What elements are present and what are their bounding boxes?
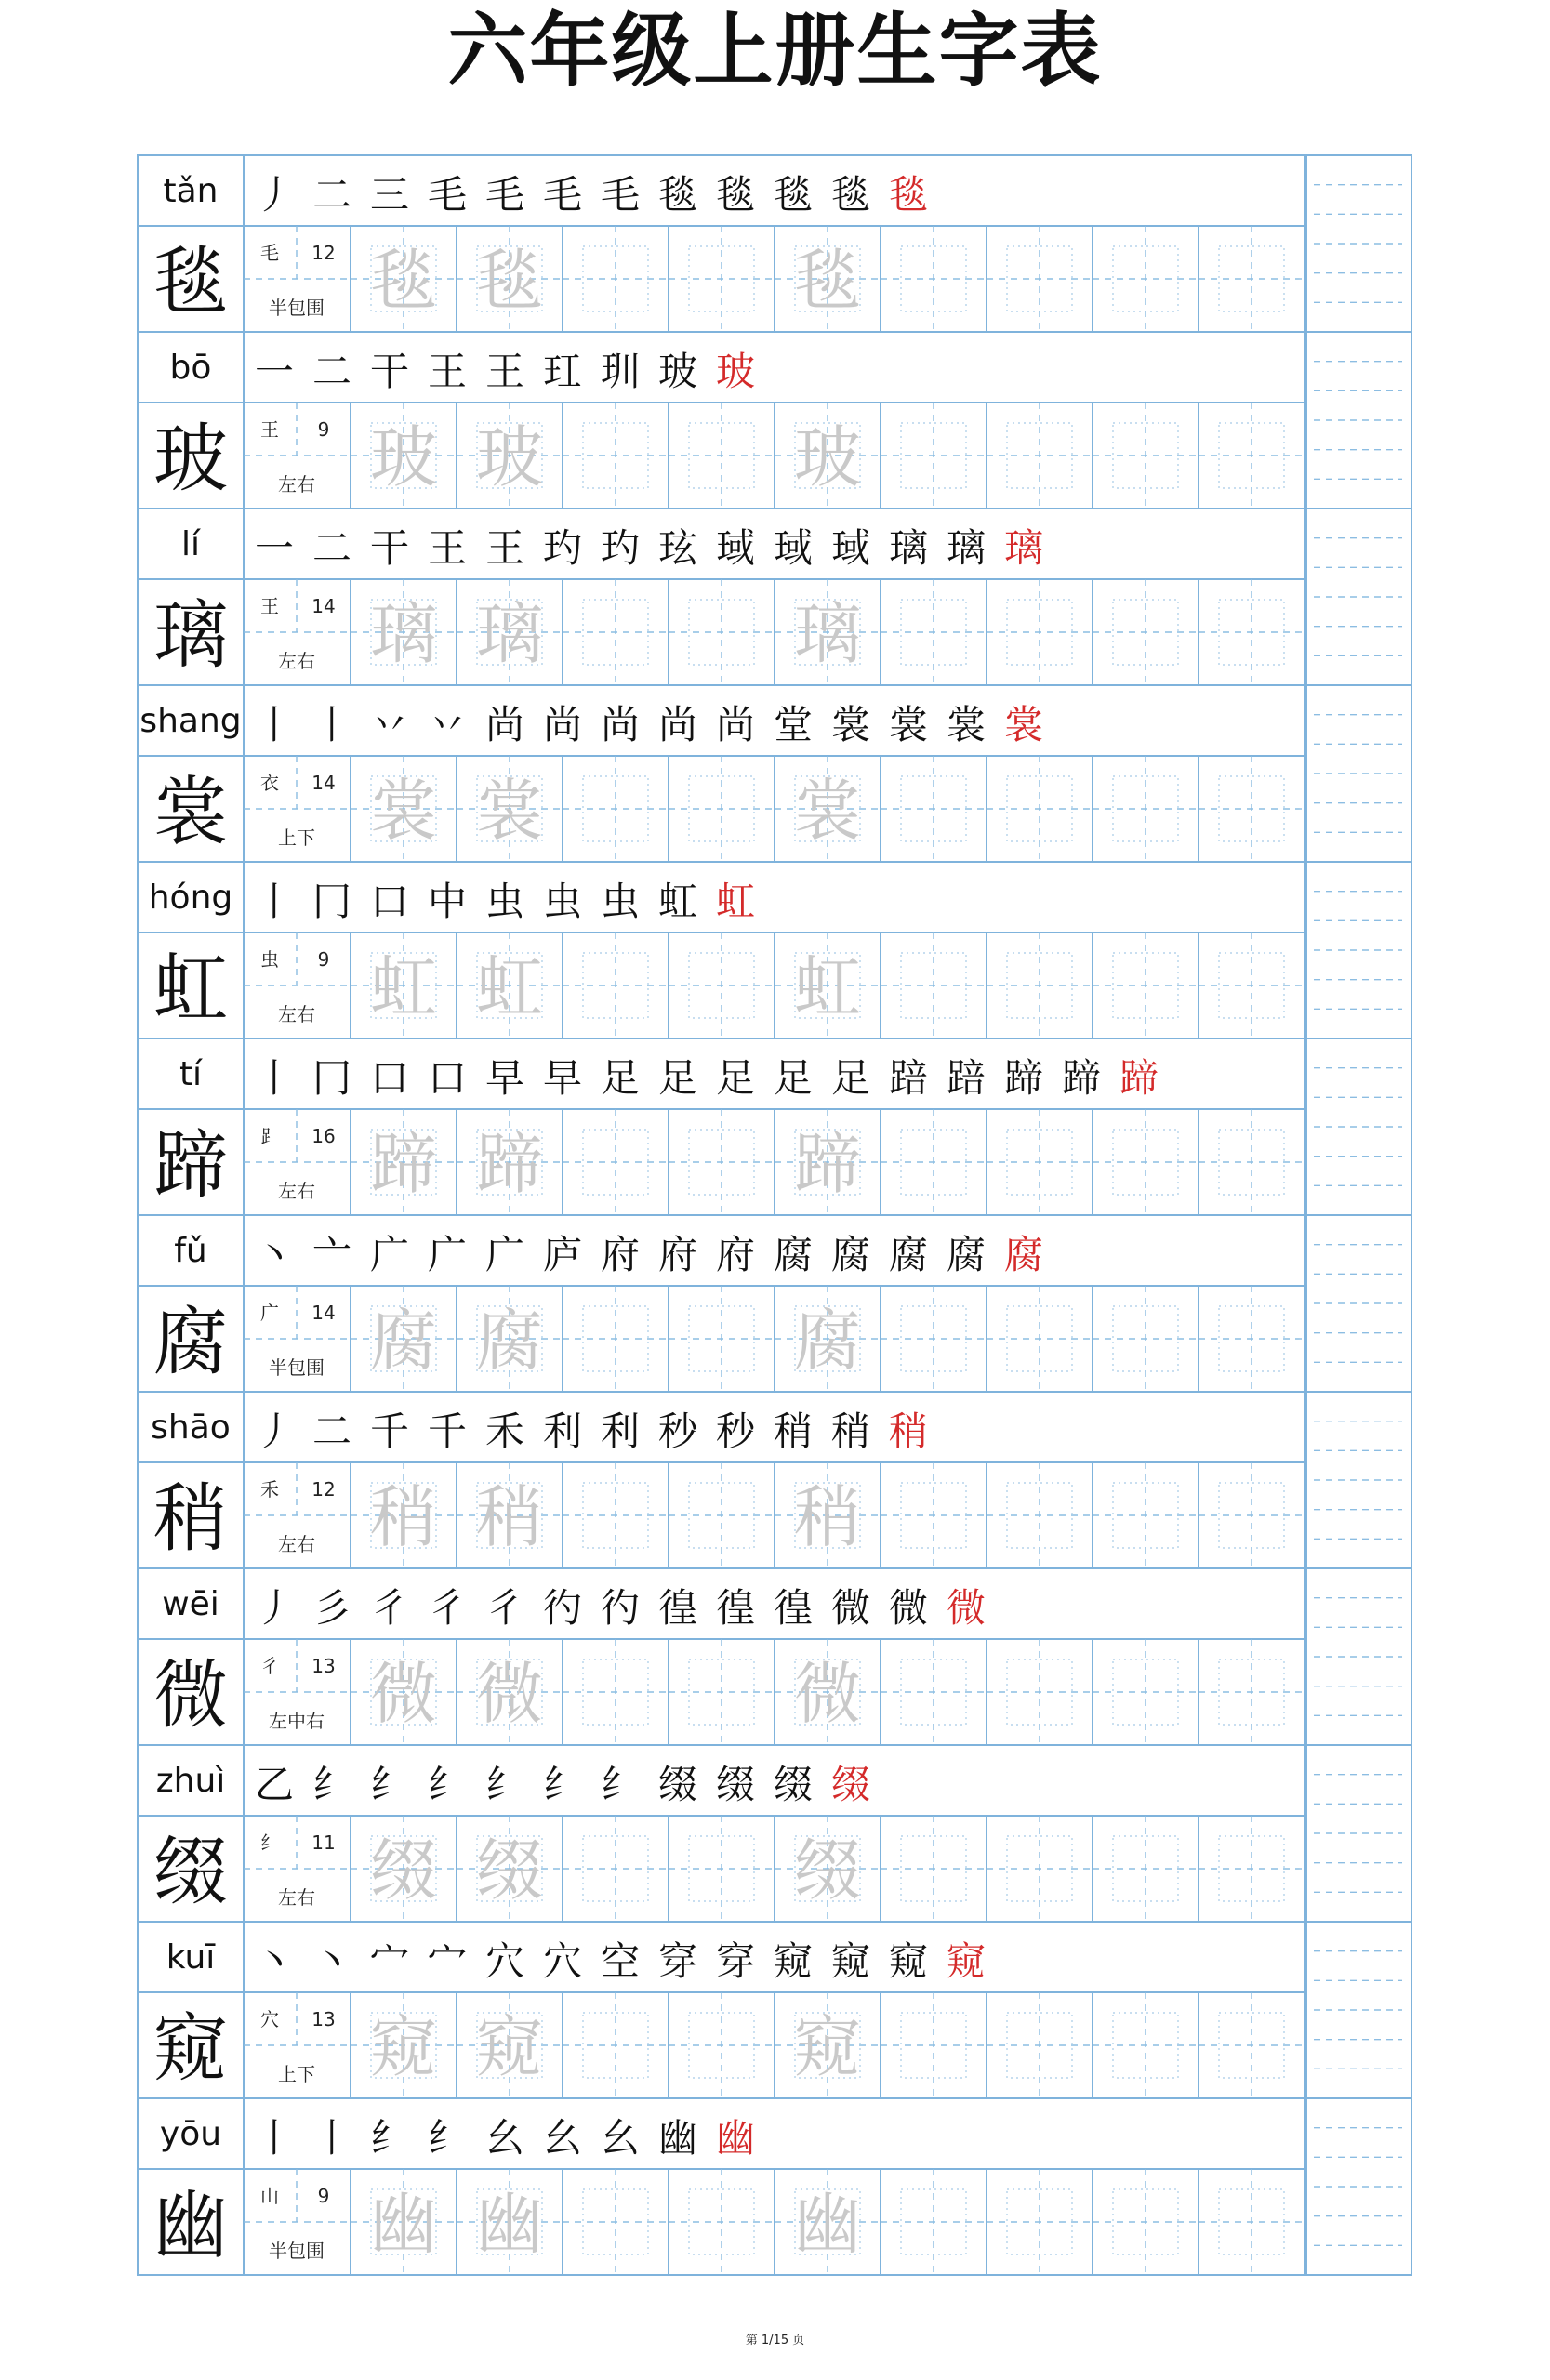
stroke-step: 丨 — [254, 2115, 295, 2161]
trace-character: 腐 — [793, 1302, 862, 1380]
stroke-step: 口 — [427, 1055, 468, 1101]
trace-character: 璃 — [475, 595, 544, 673]
stroke-step: 彴 — [600, 1585, 641, 1631]
stroke-step: 广 — [369, 1232, 410, 1277]
stroke-step: 丿 — [254, 172, 295, 218]
pinyin-label: hóng — [148, 879, 233, 917]
model-character: 璃 — [153, 592, 228, 679]
stroke-step: 尚 — [484, 702, 525, 747]
stroke-step: 纟 — [484, 1762, 525, 1807]
stroke-step: 丨 — [254, 1055, 295, 1101]
stroke-step: 王 — [427, 525, 468, 571]
stroke-step: 足 — [773, 1055, 814, 1101]
trace-character: 蹄 — [793, 1125, 862, 1203]
stroke-step: 府 — [600, 1232, 641, 1277]
radical: 广 — [260, 1302, 279, 1324]
trace-character: 缀 — [475, 1831, 544, 1910]
trace-character: 毯 — [369, 242, 438, 320]
pinyin-label: yōu — [159, 2115, 222, 2153]
stroke-step: 玒 — [542, 349, 583, 394]
stroke-step: 幺 — [600, 2115, 641, 2161]
stroke-step: 纟 — [427, 1762, 468, 1807]
stroke-step: 腐 — [946, 1232, 987, 1277]
stroke-step: 宀 — [369, 1938, 410, 1984]
stroke-step: 纟 — [369, 1762, 410, 1807]
margin-column — [1306, 685, 1411, 862]
trace-character: 璃 — [369, 595, 438, 673]
stroke-step: 蹄 — [1003, 1055, 1044, 1101]
trace-character: 玻 — [793, 418, 862, 496]
structure: 左中右 — [269, 1710, 325, 1732]
margin-column — [1306, 509, 1411, 685]
stroke-step: 踣 — [946, 1055, 987, 1101]
stroke-step: 彳 — [484, 1585, 525, 1631]
structure: 左右 — [278, 1003, 315, 1025]
stroke-step: 琙 — [773, 525, 814, 571]
stroke-step: 纟 — [369, 2115, 410, 2161]
stroke-step: 玓 — [600, 525, 641, 571]
stroke-step: 虫 — [600, 879, 641, 924]
model-character: 蹄 — [153, 1122, 228, 1209]
stroke-step: 裳 — [888, 702, 929, 747]
radical: 禾 — [260, 1478, 279, 1501]
stroke-step: 王 — [484, 349, 525, 394]
stroke-step: 丨 — [311, 702, 352, 747]
stroke-step: 璃 — [1003, 525, 1044, 571]
stroke-step: 秒 — [715, 1408, 756, 1454]
stroke-step: 琙 — [830, 525, 871, 571]
trace-character: 窥 — [793, 2008, 862, 2086]
stroke-step: 秒 — [657, 1408, 698, 1454]
stroke-step: 丶 — [254, 1232, 295, 1277]
stroke-step: 微 — [830, 1585, 871, 1631]
trace-character: 幽 — [793, 2185, 862, 2263]
stroke-step: 中 — [427, 879, 468, 924]
stroke-step: 毯 — [715, 172, 756, 218]
stroke-step: 虫 — [542, 879, 583, 924]
stroke-step: 丨 — [311, 2115, 352, 2161]
structure: 上下 — [278, 2063, 315, 2085]
trace-character: 缀 — [793, 1831, 862, 1910]
pinyin-label: tí — [179, 1055, 203, 1093]
model-character: 窥 — [153, 2005, 228, 2092]
stroke-step: 幺 — [542, 2115, 583, 2161]
margin-column — [1306, 2098, 1411, 2275]
stroke-step: 口 — [369, 879, 410, 924]
stroke-step: 稍 — [830, 1408, 871, 1454]
stroke-step: 广 — [484, 1232, 525, 1277]
page-title: 六年级上册生字表 — [447, 5, 1103, 98]
stroke-step: 缀 — [773, 1762, 814, 1807]
stroke-step: 足 — [830, 1055, 871, 1101]
structure: 半包围 — [269, 1356, 325, 1379]
stroke-count: 9 — [317, 418, 330, 441]
stroke-step: 一 — [254, 349, 295, 394]
stroke-step: 足 — [600, 1055, 641, 1101]
stroke-step: 虫 — [484, 879, 525, 924]
pinyin-label: kuī — [166, 1938, 216, 1977]
stroke-step: 王 — [484, 525, 525, 571]
stroke-step: 缀 — [657, 1762, 698, 1807]
stroke-step: 璃 — [946, 525, 987, 571]
stroke-step: 冂 — [311, 879, 352, 924]
trace-character: 裳 — [369, 772, 438, 850]
trace-character: 稍 — [475, 1478, 544, 1556]
pinyin-label: shāo — [151, 1408, 231, 1447]
trace-character: 腐 — [369, 1302, 438, 1380]
stroke-step: 腐 — [830, 1232, 871, 1277]
stroke-step: 丿 — [254, 1585, 295, 1631]
stroke-count: 12 — [311, 242, 336, 264]
model-character: 毯 — [153, 239, 228, 325]
stroke-step: 宀 — [427, 1938, 468, 1984]
stroke-step: 丶 — [311, 1938, 352, 1984]
stroke-step: 窥 — [830, 1938, 871, 1984]
model-character: 虹 — [153, 945, 228, 1032]
model-character: 微 — [153, 1652, 228, 1739]
model-character: 玻 — [153, 416, 228, 502]
stroke-step: 乙 — [254, 1762, 295, 1807]
stroke-step: 丨 — [254, 879, 295, 924]
trace-character: 蹄 — [369, 1125, 438, 1203]
stroke-step: 毛 — [600, 172, 641, 218]
stroke-step: 稍 — [773, 1408, 814, 1454]
stroke-step: 裳 — [946, 702, 987, 747]
stroke-step: 毯 — [888, 172, 929, 218]
stroke-step: 腐 — [888, 1232, 929, 1277]
trace-character: 微 — [793, 1655, 862, 1733]
stroke-step: 广 — [427, 1232, 468, 1277]
stroke-step: 微 — [946, 1585, 987, 1631]
stroke-step: 穿 — [715, 1938, 756, 1984]
stroke-step: 口 — [369, 1055, 410, 1101]
radical: 穴 — [260, 2008, 279, 2030]
pinyin-label: shang — [139, 702, 242, 740]
stroke-step: 毛 — [484, 172, 525, 218]
margin-column — [1306, 1568, 1411, 1745]
stroke-step: 二 — [311, 525, 352, 571]
trace-character: 腐 — [475, 1302, 544, 1380]
stroke-step: 丷 — [369, 702, 410, 747]
trace-character: 微 — [369, 1655, 438, 1733]
stroke-step: 虹 — [657, 879, 698, 924]
trace-character: 虹 — [369, 948, 438, 1026]
stroke-count: 14 — [311, 1302, 336, 1324]
radical: 衣 — [260, 772, 279, 794]
model-character: 裳 — [153, 769, 228, 855]
stroke-step: 足 — [715, 1055, 756, 1101]
pinyin-label: zhuì — [155, 1762, 226, 1800]
stroke-step: 裳 — [1003, 702, 1044, 747]
trace-character: 窥 — [475, 2008, 544, 2086]
trace-character: 缀 — [369, 1831, 438, 1910]
stroke-step: 纟 — [542, 1762, 583, 1807]
stroke-step: 穿 — [657, 1938, 698, 1984]
stroke-step: 尚 — [600, 702, 641, 747]
stroke-step: 玹 — [657, 525, 698, 571]
trace-character: 裳 — [475, 772, 544, 850]
stroke-step: 穴 — [484, 1938, 525, 1984]
stroke-step: 空 — [600, 1938, 641, 1984]
stroke-step: 徨 — [715, 1585, 756, 1631]
radical: 虫 — [260, 948, 279, 971]
trace-character: 微 — [475, 1655, 544, 1733]
trace-character: 幽 — [369, 2185, 438, 2263]
trace-character: 毯 — [475, 242, 544, 320]
stroke-step: 玔 — [600, 349, 641, 394]
stroke-count: 13 — [311, 2008, 336, 2030]
stroke-step: 缀 — [715, 1762, 756, 1807]
stroke-step: 窥 — [946, 1938, 987, 1984]
trace-character: 虹 — [793, 948, 862, 1026]
stroke-step: 亠 — [311, 1232, 352, 1277]
trace-character: 玻 — [475, 418, 544, 496]
trace-character: 毯 — [793, 242, 862, 320]
trace-character: 幽 — [475, 2185, 544, 2263]
stroke-step: 踣 — [888, 1055, 929, 1101]
stroke-step: 彳 — [369, 1585, 410, 1631]
model-character: 幽 — [153, 2182, 228, 2268]
stroke-step: 穴 — [542, 1938, 583, 1984]
stroke-step: 一 — [254, 525, 295, 571]
stroke-step: 丨 — [254, 702, 295, 747]
stroke-step: 玻 — [715, 349, 756, 394]
radical: 彳 — [260, 1655, 279, 1677]
pinyin-label: tǎn — [163, 172, 219, 210]
stroke-step: 府 — [657, 1232, 698, 1277]
margin-column — [1306, 862, 1411, 1038]
structure: 半包围 — [269, 2240, 325, 2262]
stroke-step: 尚 — [542, 702, 583, 747]
radical: 山 — [260, 2185, 279, 2207]
pinyin-label: fǔ — [174, 1232, 207, 1270]
stroke-step: 利 — [600, 1408, 641, 1454]
stroke-step: 王 — [427, 349, 468, 394]
model-character: 腐 — [153, 1299, 228, 1385]
structure: 左右 — [278, 1533, 315, 1555]
trace-character: 玻 — [369, 418, 438, 496]
stroke-count: 14 — [311, 595, 336, 617]
stroke-step: 缀 — [830, 1762, 871, 1807]
radical: 王 — [260, 595, 279, 617]
stroke-count: 13 — [311, 1655, 336, 1677]
stroke-count: 12 — [311, 1478, 336, 1501]
structure: 左右 — [278, 1886, 315, 1909]
stroke-step: 腐 — [773, 1232, 814, 1277]
stroke-step: 丿 — [254, 1408, 295, 1454]
stroke-step: 毛 — [542, 172, 583, 218]
margin-column — [1306, 332, 1411, 509]
stroke-step: 幺 — [484, 2115, 525, 2161]
stroke-step: 尚 — [657, 702, 698, 747]
stroke-step: 毯 — [773, 172, 814, 218]
margin-column — [1306, 1215, 1411, 1392]
stroke-count: 9 — [317, 2185, 330, 2207]
stroke-step: 玓 — [542, 525, 583, 571]
stroke-step: 干 — [369, 525, 410, 571]
stroke-count: 9 — [317, 948, 330, 971]
stroke-step: 幽 — [715, 2115, 756, 2161]
stroke-step: 毯 — [830, 172, 871, 218]
stroke-step: 足 — [657, 1055, 698, 1101]
structure: 半包围 — [269, 297, 325, 319]
structure: 左右 — [278, 473, 315, 496]
stroke-step: 璃 — [888, 525, 929, 571]
stroke-step: 二 — [311, 1408, 352, 1454]
radical: 王 — [260, 418, 279, 441]
stroke-step: 纟 — [427, 2115, 468, 2161]
stroke-step: 千 — [427, 1408, 468, 1454]
margin-column — [1306, 1038, 1411, 1215]
stroke-step: 玻 — [657, 349, 698, 394]
stroke-step: 府 — [715, 1232, 756, 1277]
structure: 左右 — [278, 650, 315, 672]
stroke-step: 早 — [484, 1055, 525, 1101]
stroke-step: 彳 — [427, 1585, 468, 1631]
model-character: 稍 — [153, 1475, 228, 1562]
margin-column — [1306, 1922, 1411, 2098]
margin-column — [1306, 1392, 1411, 1568]
stroke-count: 14 — [311, 772, 336, 794]
stroke-step: 裳 — [830, 702, 871, 747]
stroke-step: 幽 — [657, 2115, 698, 2161]
stroke-step: 毛 — [427, 172, 468, 218]
margin-column — [1306, 155, 1411, 332]
stroke-step: 稍 — [888, 1408, 929, 1454]
stroke-step: 三 — [369, 172, 410, 218]
stroke-step: 利 — [542, 1408, 583, 1454]
stroke-step: 窥 — [773, 1938, 814, 1984]
page-number: 第 1/15 页 — [745, 2334, 805, 2347]
stroke-step: 彡 — [311, 1585, 352, 1631]
stroke-count: 11 — [311, 1831, 336, 1854]
model-character: 缀 — [153, 1829, 228, 1915]
stroke-count: 16 — [311, 1125, 336, 1147]
trace-character: 窥 — [369, 2008, 438, 2086]
stroke-step: 虹 — [715, 879, 756, 924]
stroke-step: 徨 — [657, 1585, 698, 1631]
stroke-step: 琙 — [715, 525, 756, 571]
stroke-step: 千 — [369, 1408, 410, 1454]
stroke-step: 窥 — [888, 1938, 929, 1984]
trace-character: 裳 — [793, 772, 862, 850]
stroke-step: 丶 — [254, 1938, 295, 1984]
stroke-step: 禾 — [484, 1408, 525, 1454]
stroke-step: 二 — [311, 172, 352, 218]
stroke-step: 干 — [369, 349, 410, 394]
trace-character: 稍 — [793, 1478, 862, 1556]
margin-column — [1306, 1745, 1411, 1922]
stroke-step: 蹄 — [1061, 1055, 1102, 1101]
stroke-step: 丷 — [427, 702, 468, 747]
pinyin-label: lí — [180, 525, 201, 563]
structure: 左右 — [278, 1180, 315, 1202]
radical: ⻊ — [260, 1125, 279, 1147]
radical: 纟 — [260, 1831, 279, 1854]
stroke-step: 冂 — [311, 1055, 352, 1101]
stroke-step: 尚 — [715, 702, 756, 747]
stroke-step: 微 — [888, 1585, 929, 1631]
trace-character: 稍 — [369, 1478, 438, 1556]
stroke-step: 毯 — [657, 172, 698, 218]
pinyin-label: bō — [169, 349, 212, 387]
stroke-step: 蹄 — [1119, 1055, 1159, 1101]
stroke-step: 腐 — [1003, 1232, 1044, 1277]
stroke-step: 二 — [311, 349, 352, 394]
radical: 毛 — [260, 242, 279, 264]
stroke-step: 庐 — [542, 1232, 583, 1277]
stroke-step: 彴 — [542, 1585, 583, 1631]
stroke-step: 堂 — [773, 702, 814, 747]
stroke-step: 纟 — [311, 1762, 352, 1807]
trace-character: 虹 — [475, 948, 544, 1026]
stroke-step: 徨 — [773, 1585, 814, 1631]
stroke-step: 纟 — [600, 1762, 641, 1807]
stroke-step: 早 — [542, 1055, 583, 1101]
trace-character: 璃 — [793, 595, 862, 673]
structure: 上下 — [278, 826, 315, 849]
pinyin-label: wēi — [162, 1585, 219, 1623]
trace-character: 蹄 — [475, 1125, 544, 1203]
